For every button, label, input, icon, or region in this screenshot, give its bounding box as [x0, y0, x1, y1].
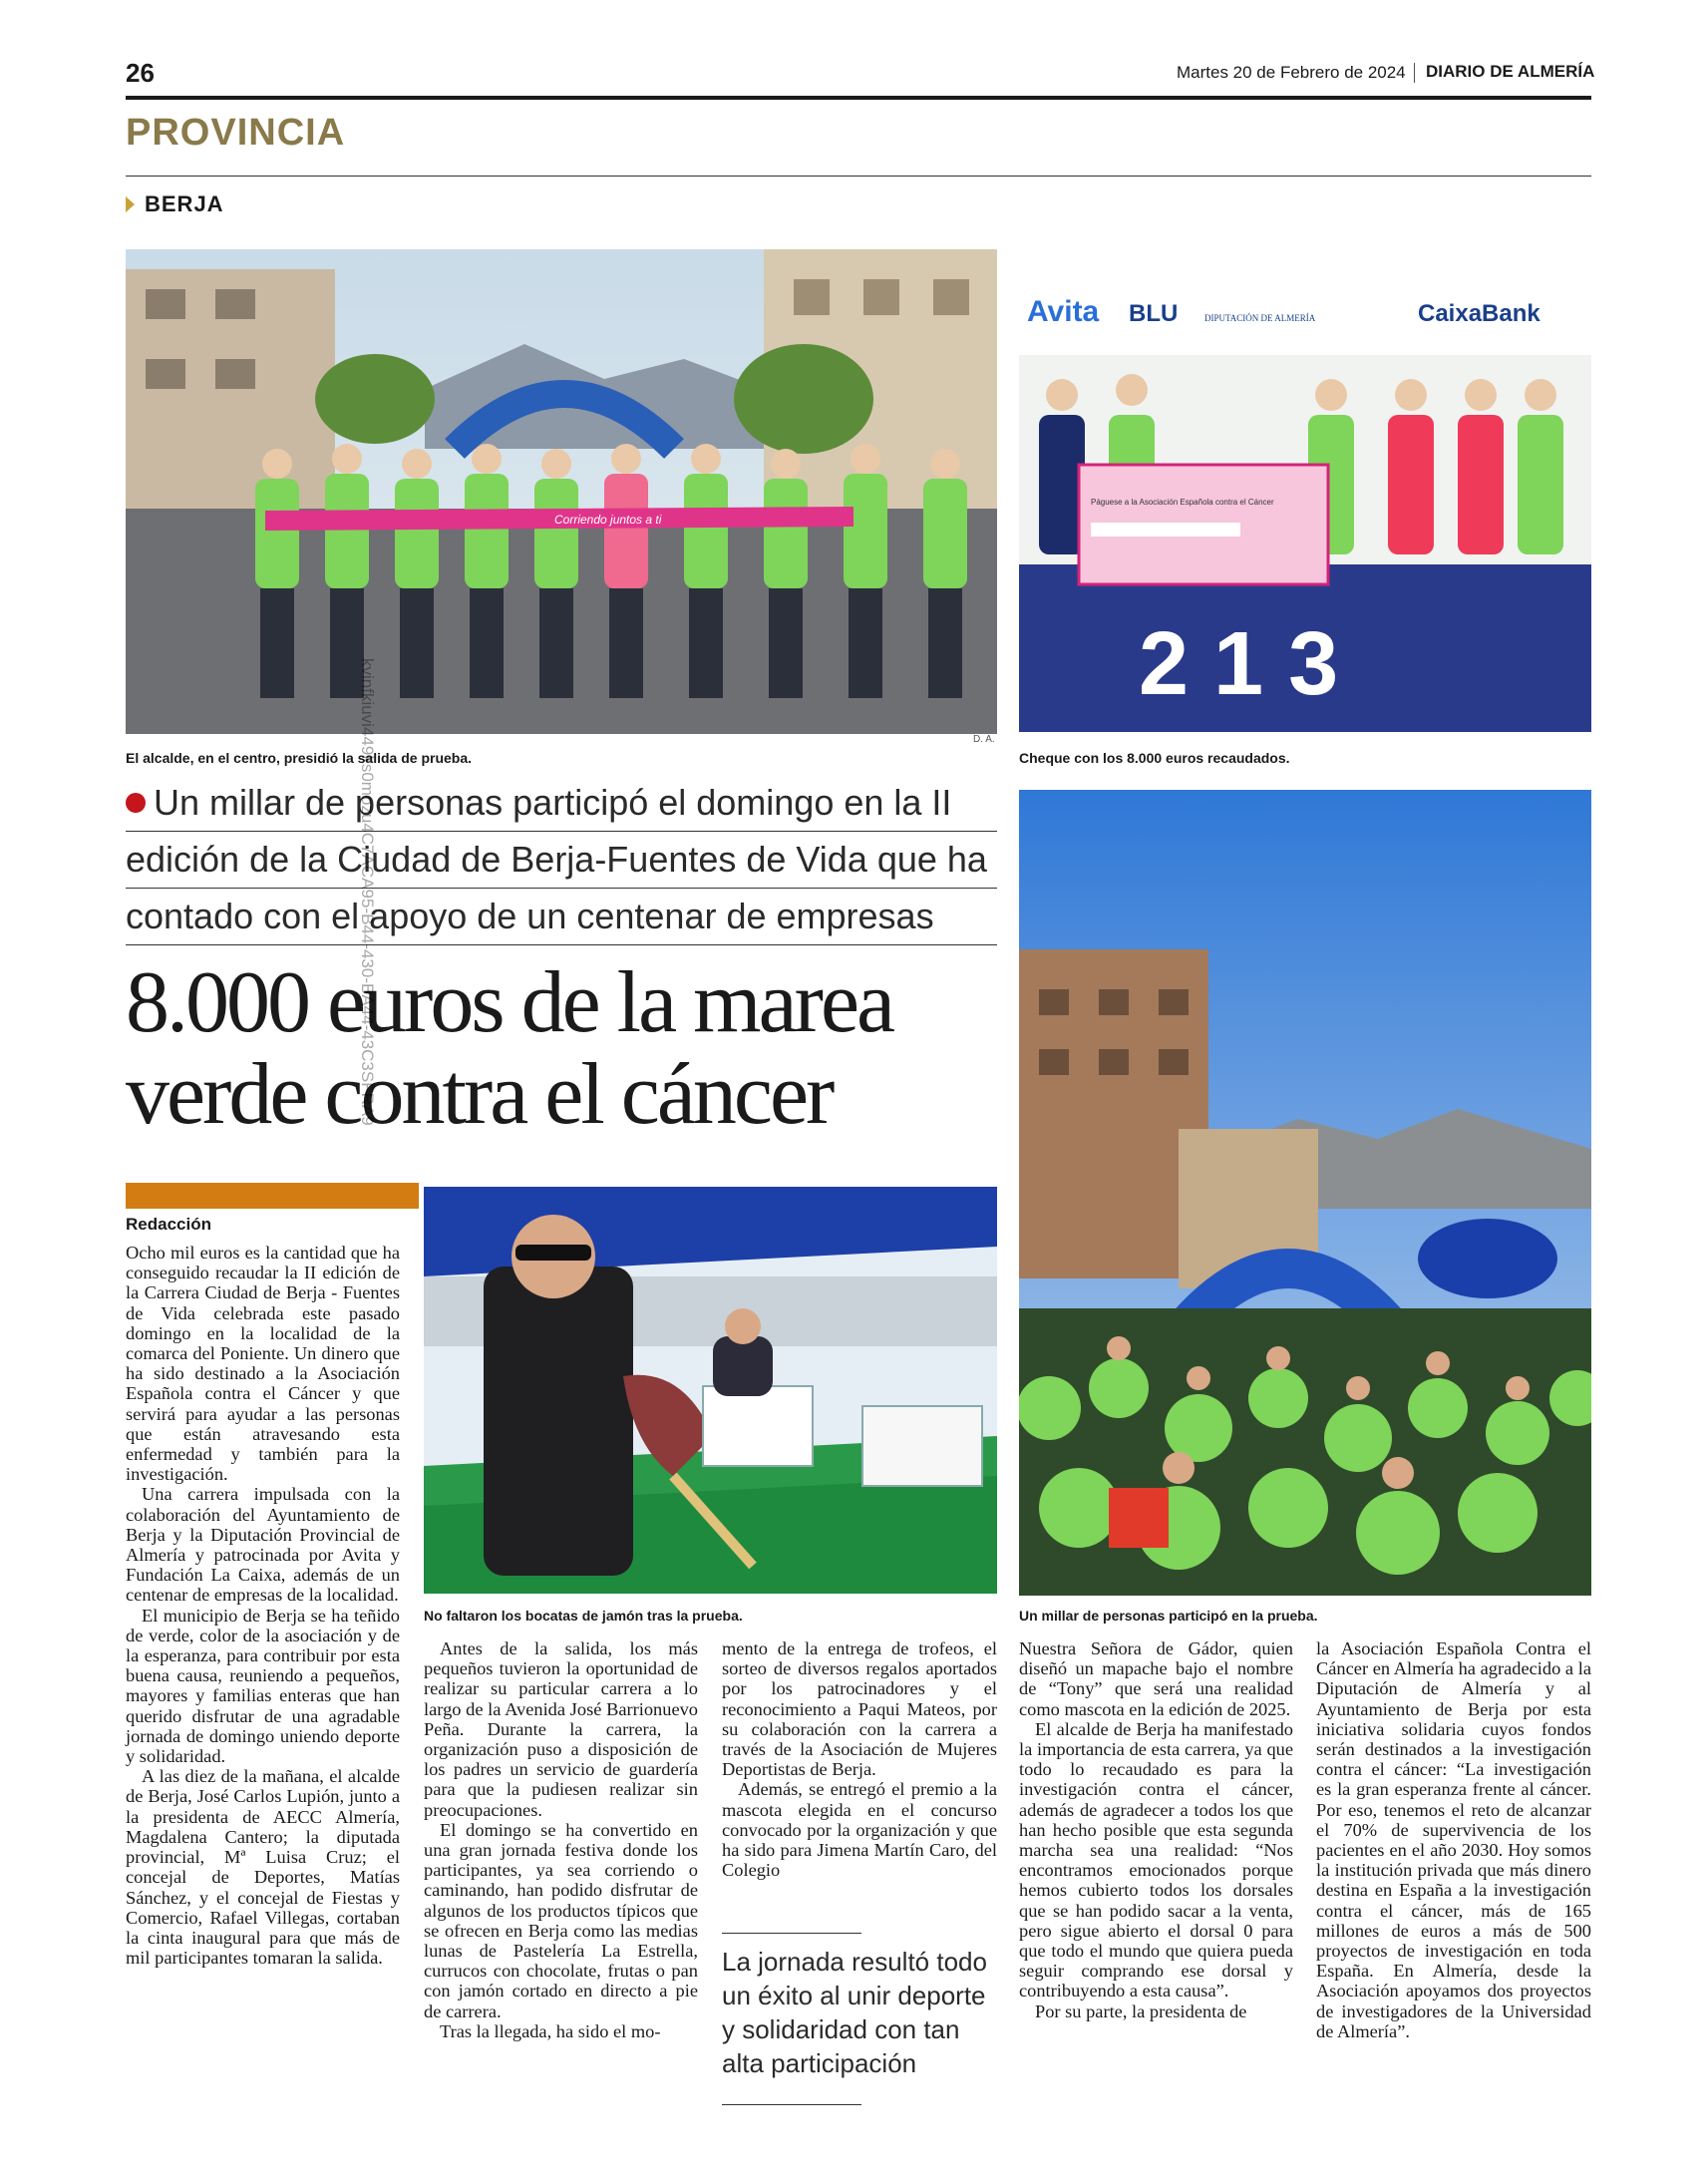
subheadline: [126, 775, 997, 945]
sponsor-diputacion: DIPUTACIÓN DE ALMERÍA: [1204, 313, 1316, 323]
subheadline-line-3: contado con el apoyo de un centenar de empresas: [126, 889, 997, 945]
body-column-1: [126, 1243, 400, 1968]
issue-date: Martes 20 de Febrero de 2024: [1177, 63, 1406, 82]
page-number: 26: [126, 58, 155, 88]
cheque-text: Páguese a la Asociación Española contra el Cáncer: [1091, 498, 1274, 507]
paragraph: Antes de la salida, los más pequeños tuvieron la oportunidad de realizar su particular carrera a lo largo de la Avenida José Barrionuevo Peña. Durante la carrera, la organización puso a disposición de los padres un servicio de guardería para que la pudiesen realizar sin preocupaciones.: [424, 1638, 698, 1820]
body-column-5: [1316, 1638, 1591, 2041]
body-column-2: [424, 1638, 698, 2041]
paragraph: El municipio de Berja se ha teñido de verde, color de la asociación y de la esperanza, para contribuir por esta buena causa, reuniendo a pequeños, mayores y familias enteras que han querido disfrutar de una agradable jornada de domingo uniendo deporte y solidaridad.: [126, 1605, 400, 1767]
cheque-illustration: [1019, 265, 1591, 732]
kicker: [126, 191, 224, 217]
photo-cheque: [1019, 265, 1591, 732]
paragraph: El domingo se ha convertido en una gran jornada festiva donde los participantes, ya sea corriendo o caminando, han podido disfrutar de algunos de los productos típicos que se ofrecen en Berja como las medias lunas de Pastelería La Estrella, currucos con chocolate, frutas o pan con jamón cortado en directo a pie de carrera.: [424, 1819, 698, 2021]
photo-ham-caption: No faltaron los bocatas de jamón tras la prueba.: [424, 1608, 743, 1624]
section-title: PROVINCIA: [126, 112, 346, 154]
paragraph: Ocho mil euros es la cantidad que ha conseguido recaudar la II edición de la Carrera Ciudad de Berja - Fuentes de Vida celebrada este pasado domingo en la localidad de la comarca del Poniente. Un dinero que ha sido destinado a la Asociación Española contra el Cáncer y que servirá para ayudar a las personas que están atravesando esta enfermedad y también para la investigación.: [126, 1243, 400, 1485]
sponsor-blu: BLU: [1129, 300, 1179, 327]
sponsor-caixabank: CaixaBank: [1418, 300, 1540, 327]
crowd-illustration: [1019, 790, 1591, 1596]
photo-crowd-caption: Un millar de personas participó en la prueba.: [1019, 1608, 1318, 1624]
header-separator: [1414, 63, 1415, 83]
body-column-4: [1019, 1638, 1293, 2021]
podium-numbers: 2 1 3: [1139, 614, 1339, 714]
author: Redacción: [126, 1215, 211, 1234]
author-bar: [126, 1183, 419, 1209]
paragraph: Una carrera impulsada con la colaboración del Ayuntamiento de Berja y la Diputación Provincial de Almería y patrocinada por Avita y Fundación La Caixa, además de un centenar de empresas de la localidad.: [126, 1484, 400, 1606]
photo-credit: D. A.: [973, 734, 995, 745]
paragraph: El alcalde de Berja ha manifestado la importancia de esta carrera, ya que todo lo recaudado es para la investigación contra el cáncer, además de agradecer a todos los que han hecho posible que esta segunda marcha sea una realidad: “Nos encontramos emocionados porque hemos cubierto todos los dorsales que se han podido sacar a la venta, pero sigue abierto el dorsal 0 para que todo el mundo que quiera pueda seguir comprando ese dorsal y contribuyendo a esta causa”.: [1019, 1718, 1293, 2001]
watermark: kvinfkiuvi449ks0mozu4C7ACA95-B44-430-BA44-43C3SFRA9: [358, 658, 377, 1126]
pull-quote-rule-top: [722, 1933, 861, 1934]
paragraph: la Asociación Española Contra el Cáncer en Almería ha agradecido a la Diputación de Almería y al Ayuntamiento de Berja por esta iniciativa solidaria cuyos fondos serán destinados a la investigación contra el cáncer: “La investigación es la gran esperanza frente al cáncer. Por eso, tenemos el reto de alcanzar el 70% de supervivencia de los pacientes en el año 2030. Hoy somos la institución privada que más dinero destina en España a la investigación contra el cáncer, más de 165 millones de euros a más de 500 proyectos de investigación en toda España. En Almería, desde la Asociación apoyamos dos proyectos de investigadores de la Universidad de Almería”.: [1316, 1638, 1591, 2041]
photo-race-start-caption: El alcalde, en el centro, presidió la salida de prueba.: [126, 750, 473, 766]
headline-line-2: verde contra el cáncer: [126, 1046, 833, 1143]
photo-cheque-caption: Cheque con los 8.000 euros recaudados.: [1019, 750, 1290, 766]
paragraph: Además, se entregó el premio a la mascota elegida en el concurso convocado por la organización y que ha sido para Jimena Martín Caro, del Colegio: [722, 1779, 997, 1881]
kicker-label: BERJA: [145, 191, 224, 216]
body-column-3: [722, 1638, 997, 1880]
section-rule: [126, 176, 1591, 177]
race-start-illustration: [126, 249, 997, 734]
paragraph: mento de la entrega de trofeos, el sorteo de diversos regalos aportados por los patrocinadores y el reconocimiento a Paqui Mateos, por su colaboración con la carrera a través de la Asociación de Mujeres Deportistas de Berja.: [722, 1638, 997, 1780]
banner-text: Corriendo juntos a ti: [554, 513, 662, 527]
headline: [126, 954, 1023, 1143]
newspaper-name: DIARIO DE ALMERÍA: [1426, 62, 1595, 81]
photo-crowd: [1019, 790, 1591, 1596]
pull-quote: La jornada resultó todo un éxito al unir deporte y solidaridad con tan alta participación: [722, 1947, 987, 2078]
paragraph: Tras la llegada, ha sido el mo-: [440, 2020, 661, 2041]
paragraph: Por su parte, la presidenta de: [1035, 2000, 1247, 2021]
subheadline-line-2: edición de la Ciudad de Berja-Fuentes de Vida que ha: [126, 832, 997, 889]
headline-line-1: 8.000 euros de la marea: [126, 954, 893, 1051]
photo-ham: [424, 1187, 997, 1594]
pull-quote-rule-bottom: [722, 2104, 861, 2105]
paragraph: A las diez de la mañana, el alcalde de Berja, José Carlos Lupión, junto a la presidenta de AECC Almería, Magdalena Cantero; la diputada provincial, Mª Luisa Cruz; el concejal de Deportes, Matías Sánchez, y el concejal de Fiestas y Comercio, Rafael Villegas, cortaban la cinta inaugural para que más de mil participantes tomaran la salida.: [126, 1766, 400, 1969]
paragraph: Nuestra Señora de Gádor, quien diseñó un mapache bajo el nombre de “Tony” que será una realidad como mascota en la edición de 2025.: [1019, 1638, 1293, 1719]
subheadline-line-1: [126, 775, 997, 832]
photo-race-start: [126, 249, 997, 734]
ham-illustration: [424, 1187, 997, 1594]
header-rule: [126, 96, 1591, 100]
subheadline-text-1: Un millar de personas participó el domingo en la II: [154, 782, 952, 823]
kicker-marker-icon: [126, 196, 135, 212]
sponsor-avita: Avita: [1027, 295, 1100, 328]
red-bullet-icon: [126, 793, 146, 813]
